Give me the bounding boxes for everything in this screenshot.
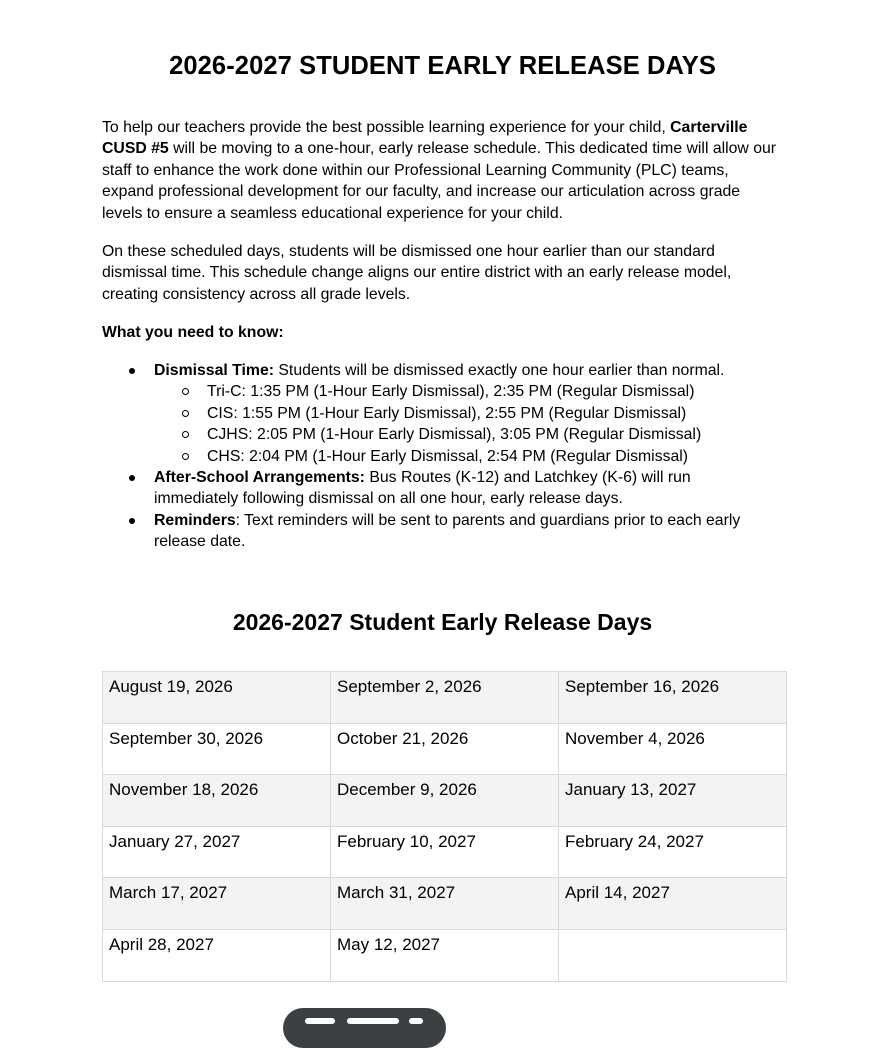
date-cell: March 17, 2027	[103, 878, 331, 930]
date-cell: April 14, 2027	[559, 878, 787, 930]
date-cell: January 27, 2027	[103, 826, 331, 878]
date-cell: November 18, 2026	[103, 775, 331, 827]
sub-item-cjhs	[207, 424, 774, 445]
schedule-paragraph: On these scheduled days, students will be dismissed one hour earlier than our standard dismissal time. This schedule change aligns our entire district with an early release model, creating consistency across all grade levels.	[102, 243, 732, 303]
date-cell: September 2, 2026	[331, 672, 559, 724]
need-to-know-heading: What you need to know:	[102, 324, 284, 341]
bullet-text: Bus Routes (K-12) and Latchkey (K-6) will run immediately following dismissal on all one hour, early release days.	[154, 469, 691, 508]
date-cell: August 19, 2026	[103, 672, 331, 724]
date-cell: September 16, 2026	[559, 672, 787, 724]
intro-paragraph	[102, 117, 782, 224]
intro-text-end: will be moving to a one-hour, early release schedule. This dedicated time will allow our staff to enhance the work done within our Professional Learning Community (PLC) teams, expand professional development for our faculty, and increase our articulation across grade levels to ensure a seamless educational experience for your child.	[102, 140, 777, 222]
floating-toolbar-pill[interactable]	[283, 1008, 446, 1048]
sub-item-tri-c	[207, 381, 774, 402]
sub-item-text: Tri-C: 1:35 PM (1-Hour Early Dismissal), 2:35 PM (Regular Dismissal)	[207, 383, 695, 401]
pill-glyph-icon	[347, 1018, 399, 1024]
date-cell	[559, 929, 787, 981]
bullet-label: Dismissal Time:	[154, 362, 274, 379]
bullet-dot-icon	[129, 368, 135, 374]
sub-bullet-circle-icon	[182, 388, 189, 395]
bullet-label: After-School Arrangements:	[154, 469, 365, 487]
bullet-after-school	[154, 467, 774, 510]
bullet-dot-icon	[129, 518, 135, 524]
bullet-text: Students will be dismissed exactly one hour earlier than normal.	[274, 362, 725, 379]
sub-bullet-circle-icon	[182, 431, 189, 438]
bullet-label: Reminders	[154, 511, 236, 529]
sub-item-text: CJHS: 2:05 PM (1-Hour Early Dismissal), 3:05 PM (Regular Dismissal)	[207, 426, 702, 444]
bullet-dismissal-time	[154, 360, 774, 381]
sub-bullet-circle-icon	[182, 410, 189, 417]
sub-bullet-circle-icon	[182, 453, 189, 460]
table-row	[103, 878, 787, 930]
date-cell: December 9, 2026	[331, 775, 559, 827]
table-title: 2026-2027 Student Early Release Days	[232, 609, 653, 635]
table-row	[103, 929, 787, 981]
bullet-dot-icon	[129, 475, 135, 481]
date-cell: September 30, 2026	[103, 723, 331, 775]
bullet-reminders	[154, 510, 774, 553]
date-cell: March 31, 2027	[331, 878, 559, 930]
date-cell: November 4, 2026	[559, 723, 787, 775]
date-cell: February 24, 2027	[559, 826, 787, 878]
page-title: 2026-2027 STUDENT EARLY RELEASE DAYS	[169, 52, 716, 80]
date-cell: October 21, 2026	[331, 723, 559, 775]
bullet-text: : Text reminders will be sent to parents and guardians prior to each early release date.	[154, 511, 741, 551]
sub-item-text: CIS: 1:55 PM (1-Hour Early Dismissal), 2:55 PM (Regular Dismissal)	[207, 404, 687, 422]
date-cell: May 12, 2027	[331, 929, 559, 981]
date-cell: February 10, 2027	[331, 826, 559, 878]
early-release-dates-table	[102, 671, 787, 982]
pill-glyph-icon	[305, 1018, 335, 1024]
pill-glyph-icon	[409, 1018, 423, 1024]
district-name: Carterville CUSD #5	[102, 119, 748, 158]
intro-text-start: To help our teachers provide the best possible learning experience for your child,	[102, 119, 671, 136]
sub-item-chs	[207, 446, 774, 467]
date-cell: January 13, 2027	[559, 775, 787, 827]
table-row	[103, 672, 787, 724]
table-row	[103, 826, 787, 878]
table-row	[103, 723, 787, 775]
info-bullet-list	[154, 360, 774, 553]
date-cell: April 28, 2027	[103, 929, 331, 981]
sub-item-text: CHS: 2:04 PM (1-Hour Early Dismissal, 2:54 PM (Regular Dismissal)	[207, 447, 689, 465]
table-row	[103, 775, 787, 827]
sub-item-cis	[207, 403, 774, 424]
